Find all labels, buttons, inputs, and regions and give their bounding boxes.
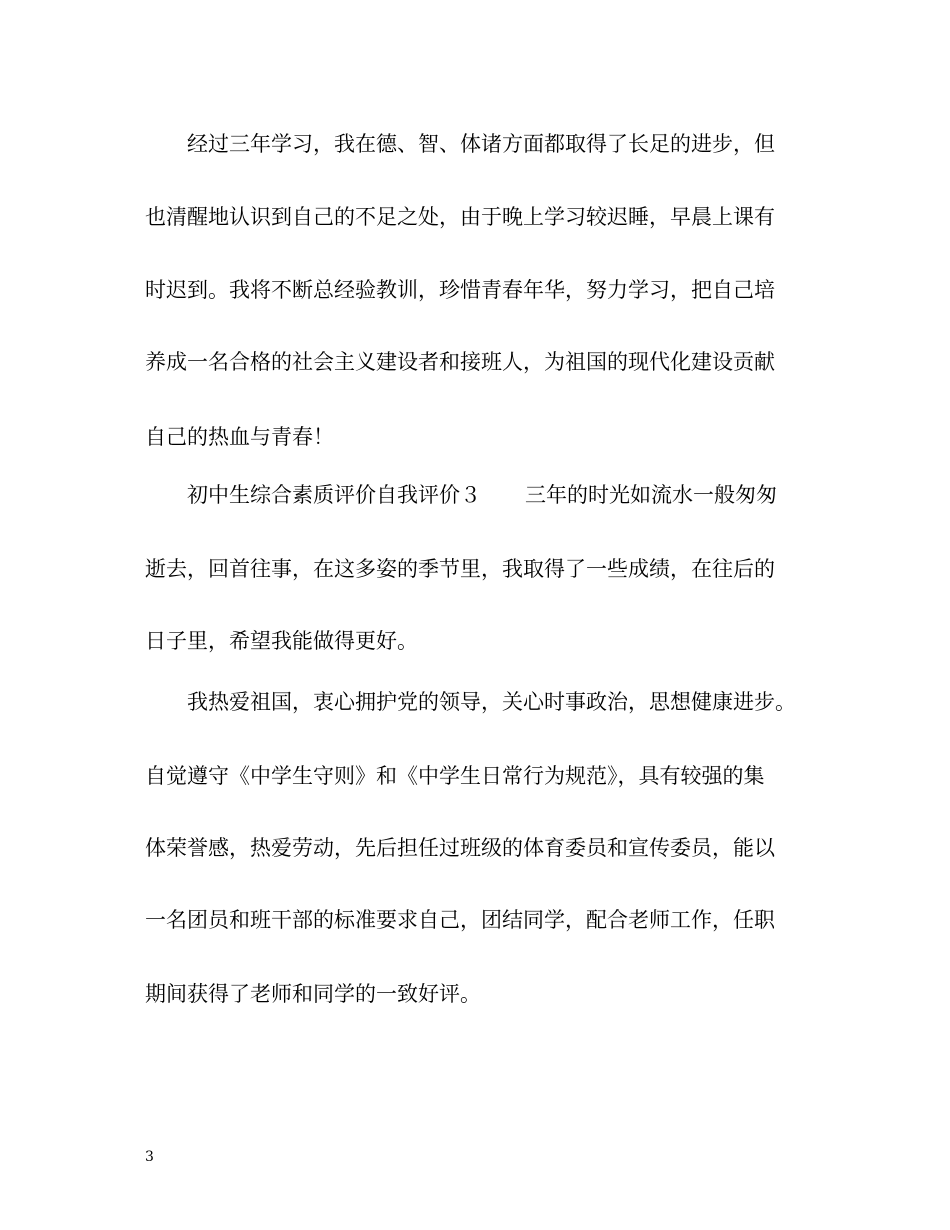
paragraph-1-line-5: 自己的热血与青春！ — [145, 425, 334, 449]
paragraph-3-line-5: 期间获得了老师和同学的一致好评。 — [145, 982, 481, 1006]
paragraph-1-line-1: 经过三年学习，我在德、智、体诸方面都取得了长足的进步，但 — [187, 132, 775, 156]
paragraph-2-text-start: 三年的时光如流水一般匆匆 — [525, 483, 777, 507]
paragraph-3-line-3: 体荣誉感，热爱劳动，先后担任过班级的体育委员和宣传委员，能以 — [145, 836, 775, 860]
paragraph-1-line-3: 时迟到。我将不断总经验教训，珍惜青春年华，努力学习，把自己培 — [145, 278, 775, 302]
paragraph-3-line-1: 我热爱祖国，衷心拥护党的领导，关心时事政治，思想健康进步。 — [187, 690, 796, 714]
paragraph-2-heading: 初中生综合素质评价自我评价３ — [187, 483, 481, 507]
paragraph-1-line-2: 也清醒地认识到自己的不足之处，由于晚上学习较迟睡，早晨上课有 — [145, 205, 775, 229]
paragraph-3-line-4: 一名团员和班干部的标准要求自己，团结同学，配合老师工作，任职 — [145, 908, 775, 932]
paragraph-2-line-3: 日子里，希望我能做得更好。 — [145, 629, 418, 653]
paragraph-1-line-4: 养成一名合格的社会主义建设者和接班人，为祖国的现代化建设贡献 — [145, 350, 775, 374]
paragraph-2-line-2: 逝去，回首往事，在这多姿的季节里，我取得了一些成绩，在往后的 — [145, 557, 775, 581]
paragraph-3-line-2: 自觉遵守《中学生守则》和《中学生日常行为规范》，具有较强的集 — [145, 764, 765, 788]
paragraph-2-line-1 — [187, 481, 777, 509]
page-number: 3 — [145, 1149, 154, 1165]
